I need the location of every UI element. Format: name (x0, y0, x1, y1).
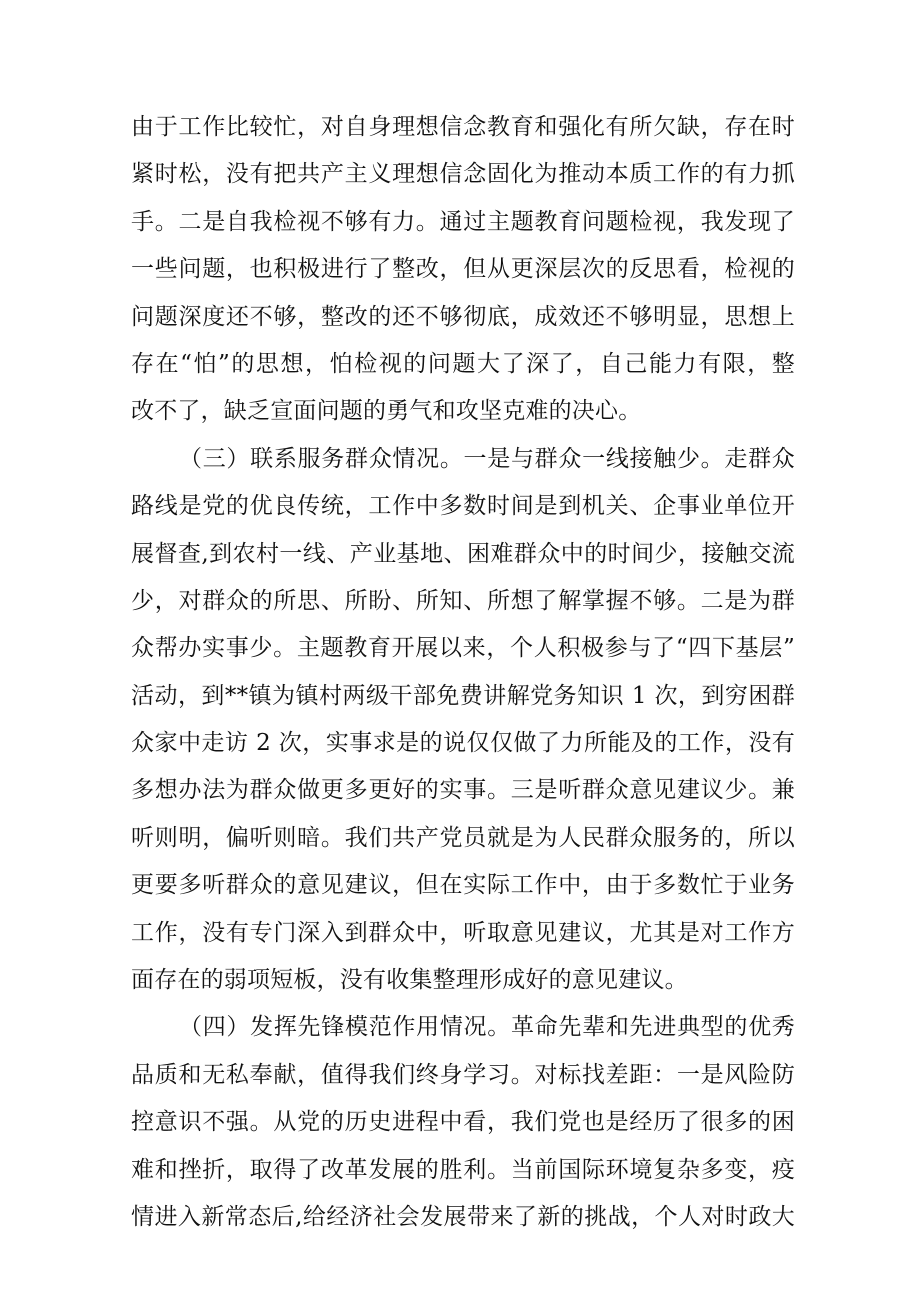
text-line: 路线是党的优良传统，工作中多数时间是到机关、企事业单位开 (131, 493, 795, 520)
text-line: 控意识不强。从党的历史进程中看，我们党也是经历了很多的困 (131, 1109, 795, 1136)
text-line: 面存在的弱项短板，没有收集整理形成好的意见建议。 (131, 967, 688, 994)
text-line: 一些问题，也积极进行了整改，但从更深层次的反思看，检视的 (131, 256, 795, 283)
text-line: 存在“怕”的思想，怕检视的问题大了深了，自己能力有限，整 (131, 350, 795, 377)
text-line: 众帮办实事少。主题教育开展以来，个人积极参与了“四下基层” (131, 635, 795, 662)
text-line: 品质和无私奉献，值得我们终身学习。对标找差距：一是风险防 (131, 1061, 795, 1088)
text-line: 展督查,到农村一线、产业基地、困难群众中的时间少，接触交流 (131, 540, 795, 567)
text-line: 多想办法为群众做更多更好的实事。三是听群众意见建议少。兼 (131, 777, 795, 804)
text-line: 活动，到**镇为镇村两级干部免费讲解党务知识 1 次，到穷困群 (131, 682, 795, 709)
text-line: 工作，没有专门深入到群众中，听取意见建议，尤其是对工作方 (131, 919, 795, 946)
document-body (131, 104, 795, 1241)
text-line: 由于工作比较忙，对自身理想信念教育和强化有所欠缺，存在时 (131, 114, 795, 140)
text-line: 紧时松，没有把共产主义理想信念固化为推动本质工作的有力抓 (131, 161, 795, 188)
text-line: 更要多听群众的意见建议，但在实际工作中，由于多数忙于业务 (131, 872, 795, 899)
text-line: 听则明，偏听则暗。我们共产党员就是为人民群众服务的，所以 (131, 824, 795, 851)
text-line: 情进入新常态后,给经济社会发展带来了新的挑战，个人对时政大 (131, 1203, 795, 1230)
text-line: 难和挫折，取得了改革发展的胜利。当前国际环境复杂多变，疫 (131, 1156, 795, 1183)
text-line: 少，对群众的所思、所盼、所知、所想了解掌握不够。二是为群 (131, 587, 795, 614)
text-line: 众家中走访 2 次，实事求是的说仅仅做了力所能及的工作，没有 (131, 730, 795, 757)
text-line: 改不了，缺乏宣面问题的勇气和攻坚克难的决心。 (131, 398, 642, 425)
text-line: 手。二是自我检视不够有力。通过主题教育问题检视，我发现了 (131, 208, 795, 235)
section-heading-line: （三）联系服务群众情况。一是与群众一线接触少。走群众 (179, 445, 795, 472)
section-heading-line: （四）发挥先锋模范作用情况。革命先辈和先进典型的优秀 (179, 1014, 795, 1041)
text-line: 问题深度还不够，整改的还不够彻底，成效还不够明显，思想上 (131, 303, 795, 330)
